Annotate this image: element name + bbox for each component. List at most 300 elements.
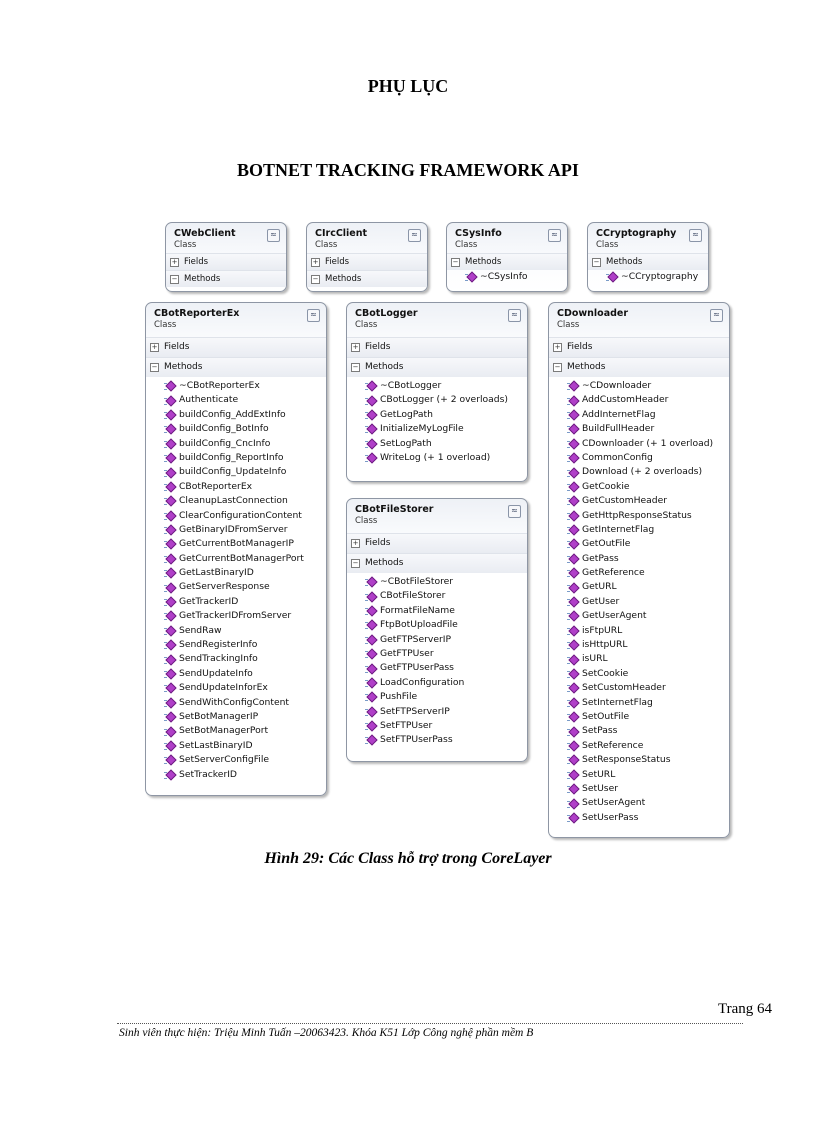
- method-name: Download (+ 2 overloads): [582, 466, 703, 478]
- method-item[interactable]: [146, 681, 326, 695]
- method-icon: [164, 640, 175, 650]
- method-icon: [164, 525, 175, 535]
- method-item[interactable]: [146, 580, 326, 594]
- method-icon: [567, 611, 578, 621]
- methods-section[interactable]: − Methods: [549, 357, 729, 377]
- method-name: GetLastBinaryID: [179, 567, 254, 579]
- method-icon: [365, 453, 376, 463]
- class-name: CDownloader: [557, 308, 629, 319]
- method-name: SendRegisterInfo: [179, 639, 258, 651]
- collapse-section-icon[interactable]: −: [151, 363, 158, 371]
- class-box-cdownloader: [548, 302, 730, 838]
- method-name: SetBotManagerPort: [179, 725, 269, 737]
- method-icon: [164, 539, 175, 549]
- method-name: GetInternetFlag: [582, 523, 655, 535]
- method-item[interactable]: [146, 696, 326, 710]
- class-box-csysinfo: [446, 222, 568, 292]
- method-item[interactable]: [146, 595, 326, 609]
- method-name: SetLastBinaryID: [179, 739, 253, 751]
- method-icon: [567, 568, 578, 578]
- methods-section[interactable]: − Methods: [307, 270, 427, 287]
- method-icon: [164, 669, 175, 679]
- method-name: ClearConfigurationContent: [179, 509, 302, 521]
- method-item[interactable]: [549, 480, 729, 494]
- class-name: CWebClient: [174, 228, 236, 239]
- method-name: buildConfig_ReportInfo: [179, 451, 284, 463]
- class-stereotype: Class: [596, 240, 619, 250]
- method-name: isHttpURL: [582, 639, 628, 651]
- method-item[interactable]: [347, 676, 527, 690]
- method-icon: [164, 611, 175, 621]
- method-icon: [567, 583, 578, 593]
- method-name: isFtpURL: [582, 624, 623, 636]
- methods-section[interactable]: − Methods: [347, 553, 527, 573]
- method-item[interactable]: [347, 437, 527, 451]
- collapse-icon[interactable]: ≈: [508, 505, 521, 518]
- method-name: buildConfig_UpdateInfo: [179, 466, 287, 478]
- method-item[interactable]: [347, 422, 527, 436]
- method-icon: [567, 396, 578, 406]
- method-item[interactable]: [146, 523, 326, 537]
- collapse-section-icon[interactable]: −: [452, 257, 459, 266]
- method-icon: [164, 482, 175, 492]
- method-item[interactable]: [146, 753, 326, 767]
- class-name: CIrcClient: [315, 228, 368, 239]
- method-item[interactable]: [146, 724, 326, 738]
- method-icon: [365, 396, 376, 406]
- method-name: GetUserAgent: [582, 610, 647, 622]
- method-item[interactable]: [146, 609, 326, 623]
- method-icon: [365, 635, 376, 645]
- method-icon: [567, 799, 578, 809]
- method-item[interactable]: [549, 768, 729, 782]
- method-item[interactable]: [347, 393, 527, 407]
- method-icon: [567, 496, 578, 506]
- method-icon: [567, 410, 578, 420]
- method-name: SetFTPUserPass: [380, 734, 453, 746]
- method-name: GetPass: [582, 552, 619, 564]
- method-icon: [164, 597, 175, 607]
- method-item[interactable]: ~CCryptography: [588, 270, 708, 284]
- method-icon: [164, 655, 175, 665]
- method-name: SetOutFile: [582, 710, 630, 722]
- method-item[interactable]: [549, 681, 729, 695]
- fields-section[interactable]: + Fields: [307, 253, 427, 270]
- methods-section[interactable]: − Methods: [166, 270, 286, 287]
- method-name: InitializeMyLogFile: [380, 423, 464, 435]
- fields-section[interactable]: + Fields: [347, 533, 527, 553]
- method-item[interactable]: [347, 661, 527, 675]
- method-icon: [365, 606, 376, 616]
- method-name: ~CDownloader: [582, 380, 652, 391]
- collapse-section-icon[interactable]: −: [593, 257, 600, 266]
- fields-section[interactable]: + Fields: [146, 337, 326, 357]
- method-name: SetInternetFlag: [582, 696, 653, 708]
- expand-icon[interactable]: +: [352, 343, 359, 351]
- method-icon: [567, 468, 578, 478]
- method-name: SetResponseStatus: [582, 754, 671, 766]
- method-icon: [164, 396, 175, 406]
- method-name: SetUserAgent: [582, 797, 646, 809]
- method-item[interactable]: [146, 739, 326, 753]
- figure-caption: Hình 29: Các Class hỗ trợ trong CoreLayer: [264, 850, 552, 867]
- method-name: buildConfig_AddExtInfo: [179, 408, 286, 420]
- method-item[interactable]: [347, 705, 527, 719]
- class-stereotype: Class: [154, 320, 177, 330]
- method-item[interactable]: [549, 609, 729, 623]
- method-name: SetFTPServerIP: [380, 705, 450, 717]
- method-icon: [164, 453, 175, 463]
- method-list: [347, 573, 527, 752]
- method-icon: [567, 640, 578, 650]
- method-name: GetBinaryIDFromServer: [179, 523, 288, 535]
- method-item[interactable]: [549, 624, 729, 638]
- method-name: SendUpdateInfo: [179, 667, 253, 679]
- fields-section[interactable]: + Fields: [549, 337, 729, 357]
- method-name: SetBotManagerIP: [179, 710, 259, 722]
- method-item[interactable]: [146, 537, 326, 551]
- method-item[interactable]: [549, 595, 729, 609]
- method-item[interactable]: [549, 796, 729, 810]
- class-box-cbotfilestorer: [346, 498, 528, 762]
- method-item[interactable]: [146, 379, 326, 393]
- collapse-icon[interactable]: ≈: [710, 309, 723, 322]
- method-name: GetTrackerID: [179, 595, 239, 607]
- method-item[interactable]: [549, 696, 729, 710]
- method-name: isURL: [582, 653, 608, 665]
- method-name: GetFTPUserPass: [380, 662, 454, 674]
- method-name: ~CBotLogger: [380, 380, 442, 391]
- method-list: [146, 377, 326, 786]
- method-icon: [365, 721, 376, 731]
- class-name: CBotReporterEx: [154, 308, 240, 319]
- class-box-cwebclient: [165, 222, 287, 292]
- fields-section[interactable]: + Fields: [347, 337, 527, 357]
- method-item[interactable]: [549, 523, 729, 537]
- method-icon: [164, 770, 175, 780]
- page-number: Trang 64: [717, 1001, 772, 1017]
- method-item[interactable]: [549, 393, 729, 407]
- method-name: SetTrackerID: [179, 768, 238, 780]
- method-item[interactable]: [347, 408, 527, 422]
- method-name: GetCurrentBotManagerIP: [179, 538, 294, 550]
- method-icon: [365, 692, 376, 702]
- method-item[interactable]: [347, 589, 527, 603]
- method-icon: [365, 439, 376, 449]
- collapse-icon[interactable]: ≈: [408, 229, 421, 242]
- class-name: CBotFileStorer: [355, 504, 434, 515]
- method-item[interactable]: [549, 509, 729, 523]
- method-icon: [164, 439, 175, 449]
- method-name: SendRaw: [179, 624, 222, 636]
- method-icon: [567, 597, 578, 607]
- footer-divider: [117, 1023, 743, 1024]
- method-name: SetUser: [582, 782, 619, 794]
- method-name: WriteLog (+ 1 overload): [380, 451, 491, 463]
- method-item[interactable]: [549, 494, 729, 508]
- method-icon: [164, 626, 175, 636]
- method-icon: [567, 539, 578, 549]
- class-name: CSysInfo: [455, 228, 502, 239]
- method-item[interactable]: [146, 465, 326, 479]
- collapse-section-icon[interactable]: −: [352, 363, 359, 371]
- method-item[interactable]: [146, 667, 326, 681]
- method-item[interactable]: [146, 710, 326, 724]
- method-icon: [567, 683, 578, 693]
- method-item[interactable]: [146, 393, 326, 407]
- method-icon: [465, 272, 476, 282]
- expand-icon[interactable]: +: [171, 257, 178, 266]
- method-name: FormatFileName: [380, 604, 455, 616]
- method-icon: [567, 770, 578, 780]
- method-name: SendWithConfigContent: [179, 696, 290, 708]
- collapse-icon[interactable]: ≈: [267, 229, 280, 242]
- appendix-title: PHỤ LỤC: [367, 76, 449, 96]
- fields-section[interactable]: + Fields: [166, 253, 286, 270]
- method-item[interactable]: [146, 624, 326, 638]
- class-stereotype: Class: [355, 516, 378, 526]
- method-item[interactable]: [549, 408, 729, 422]
- method-name: GetOutFile: [582, 538, 631, 550]
- method-item[interactable]: [549, 537, 729, 551]
- method-item[interactable]: [347, 647, 527, 661]
- expand-icon[interactable]: +: [352, 539, 359, 547]
- method-item[interactable]: [347, 451, 527, 465]
- method-item[interactable]: [549, 638, 729, 652]
- method-name: SetLogPath: [380, 437, 432, 449]
- method-name: CDownloader (+ 1 overload): [582, 437, 714, 449]
- method-name: SendUpdateInforEx: [179, 682, 268, 694]
- method-icon: [164, 683, 175, 693]
- method-icon: [164, 568, 175, 578]
- method-icon: [365, 424, 376, 434]
- method-icon: [365, 410, 376, 420]
- method-item[interactable]: [146, 509, 326, 523]
- method-icon: [365, 592, 376, 602]
- method-name: SetReference: [582, 739, 644, 751]
- method-name: FtpBotUploadFile: [380, 619, 458, 631]
- method-item[interactable]: [549, 379, 729, 393]
- method-icon: [365, 735, 376, 745]
- class-name: CBotLogger: [355, 308, 418, 319]
- method-icon: [567, 813, 578, 823]
- method-list: [347, 377, 527, 469]
- method-item[interactable]: [549, 566, 729, 580]
- methods-section[interactable]: − Methods: [588, 253, 708, 270]
- method-item[interactable]: [146, 422, 326, 436]
- method-item[interactable]: [347, 719, 527, 733]
- method-name: GetCustomHeader: [582, 495, 668, 507]
- expand-icon[interactable]: +: [151, 343, 158, 351]
- method-name: SetCustomHeader: [582, 682, 666, 694]
- method-icon: [567, 381, 578, 391]
- method-name: GetReference: [582, 567, 645, 579]
- method-name: CommonConfig: [582, 451, 653, 463]
- method-icon: [164, 511, 175, 521]
- method-icon: [567, 784, 578, 794]
- class-box-circclient: [306, 222, 428, 292]
- method-name: CleanupLastConnection: [179, 495, 288, 507]
- method-name: Authenticate: [179, 394, 239, 406]
- class-box-ccryptography: [587, 222, 709, 292]
- method-item[interactable]: [146, 652, 326, 666]
- method-item[interactable]: [549, 811, 729, 825]
- method-item[interactable]: [549, 465, 729, 479]
- collapse-section-icon[interactable]: −: [554, 363, 561, 371]
- method-icon: [567, 712, 578, 722]
- method-name: SendTrackingInfo: [179, 653, 258, 665]
- method-icon: [567, 626, 578, 636]
- method-icon: [567, 439, 578, 449]
- class-stereotype: Class: [174, 240, 197, 250]
- method-icon: [365, 664, 376, 674]
- method-name: LoadConfiguration: [380, 676, 465, 688]
- method-name: GetCurrentBotManagerPort: [179, 552, 304, 564]
- method-item[interactable]: [549, 437, 729, 451]
- method-item[interactable]: [347, 733, 527, 747]
- collapse-icon[interactable]: ≈: [689, 229, 702, 242]
- method-icon: [164, 583, 175, 593]
- class-stereotype: Class: [455, 240, 478, 250]
- method-name: SetCookie: [582, 667, 629, 679]
- method-item[interactable]: [146, 480, 326, 494]
- method-item[interactable]: [549, 710, 729, 724]
- method-item[interactable]: [146, 768, 326, 782]
- method-name: SetUserPass: [582, 811, 639, 823]
- method-item[interactable]: [146, 451, 326, 465]
- method-icon: [164, 554, 175, 564]
- method-icon: [365, 381, 376, 391]
- method-item[interactable]: [146, 638, 326, 652]
- api-title: BOTNET TRACKING FRAMEWORK API: [237, 160, 579, 180]
- method-item[interactable]: [146, 552, 326, 566]
- method-icon: [567, 755, 578, 765]
- method-name: SetURL: [582, 768, 616, 780]
- method-item[interactable]: [146, 408, 326, 422]
- method-name: ~CBotReporterEx: [179, 380, 260, 391]
- method-icon: [164, 727, 175, 737]
- method-icon: [365, 649, 376, 659]
- method-name: CBotLogger (+ 2 overloads): [380, 394, 508, 406]
- method-icon: [567, 554, 578, 564]
- method-icon: [567, 424, 578, 434]
- methods-section[interactable]: − Methods: [447, 253, 567, 270]
- method-name: GetLogPath: [380, 408, 433, 420]
- collapse-section-icon[interactable]: −: [312, 274, 319, 283]
- collapse-icon[interactable]: ≈: [548, 229, 561, 242]
- method-icon: [606, 272, 617, 282]
- method-name: GetCookie: [582, 480, 630, 492]
- method-name: buildConfig_CncInfo: [179, 437, 271, 449]
- method-item[interactable]: [347, 575, 527, 589]
- method-icon: [365, 678, 376, 688]
- method-icon: [567, 482, 578, 492]
- method-name: CBotFileStorer: [380, 590, 446, 602]
- method-icon: [164, 496, 175, 506]
- method-icon: [164, 741, 175, 751]
- method-item[interactable]: [549, 552, 729, 566]
- method-icon: [567, 698, 578, 708]
- method-item[interactable]: [549, 652, 729, 666]
- method-icon: [567, 511, 578, 521]
- class-stereotype: Class: [355, 320, 378, 330]
- method-item[interactable]: ~CSysInfo: [447, 270, 567, 284]
- method-item[interactable]: [549, 667, 729, 681]
- method-icon: [567, 525, 578, 535]
- class-box-cbotlogger: [346, 302, 528, 482]
- method-name: GetTrackerIDFromServer: [179, 610, 292, 622]
- method-icon: [567, 727, 578, 737]
- collapse-section-icon[interactable]: −: [352, 559, 359, 567]
- method-list: [549, 377, 729, 829]
- methods-section[interactable]: − Methods: [347, 357, 527, 377]
- method-name: PushFile: [380, 691, 418, 703]
- collapse-icon[interactable]: ≈: [508, 309, 521, 322]
- method-icon: [164, 410, 175, 420]
- method-icon: [567, 655, 578, 665]
- method-name: SetPass: [582, 725, 618, 737]
- class-name: CCryptography: [596, 228, 677, 239]
- class-stereotype: Class: [315, 240, 338, 250]
- method-item[interactable]: [549, 451, 729, 465]
- method-icon: [567, 669, 578, 679]
- method-item[interactable]: [549, 724, 729, 738]
- method-item[interactable]: [549, 753, 729, 767]
- methods-section[interactable]: − Methods: [146, 357, 326, 377]
- method-icon: [567, 741, 578, 751]
- method-item[interactable]: [347, 690, 527, 704]
- method-icon: [164, 698, 175, 708]
- method-item[interactable]: [549, 580, 729, 594]
- method-name: BuildFullHeader: [582, 423, 655, 435]
- method-item[interactable]: [146, 494, 326, 508]
- method-item[interactable]: [347, 618, 527, 632]
- method-name: buildConfig_BotInfo: [179, 423, 269, 435]
- method-item[interactable]: [549, 739, 729, 753]
- collapse-icon[interactable]: ≈: [307, 309, 320, 322]
- method-name: GetUser: [582, 595, 620, 607]
- method-icon: [164, 381, 175, 391]
- method-name: AddCustomHeader: [582, 394, 669, 406]
- method-icon: [164, 468, 175, 478]
- method-icon: [567, 453, 578, 463]
- method-name: GetServerResponse: [179, 581, 270, 593]
- expand-icon[interactable]: +: [312, 257, 319, 266]
- method-item[interactable]: [146, 437, 326, 451]
- method-name: SetServerConfigFile: [179, 754, 270, 766]
- class-stereotype: Class: [557, 320, 580, 330]
- method-icon: [164, 424, 175, 434]
- expand-icon[interactable]: +: [554, 343, 561, 351]
- method-name: ~CBotFileStorer: [380, 576, 454, 587]
- method-item[interactable]: [347, 633, 527, 647]
- method-item[interactable]: [347, 379, 527, 393]
- method-name: CBotReporterEx: [179, 480, 253, 492]
- method-icon: [365, 707, 376, 717]
- method-item[interactable]: [347, 604, 527, 618]
- method-name: AddInternetFlag: [582, 408, 656, 420]
- method-name: GetHttpResponseStatus: [582, 509, 692, 521]
- method-icon: [164, 712, 175, 722]
- method-item[interactable]: [146, 566, 326, 580]
- method-item[interactable]: [549, 422, 729, 436]
- method-icon: [365, 620, 376, 630]
- method-item[interactable]: [549, 782, 729, 796]
- collapse-section-icon[interactable]: −: [171, 274, 178, 283]
- method-icon: [365, 577, 376, 587]
- class-box-cbotreporterex: [145, 302, 327, 796]
- method-name: GetFTPServerIP: [380, 633, 452, 645]
